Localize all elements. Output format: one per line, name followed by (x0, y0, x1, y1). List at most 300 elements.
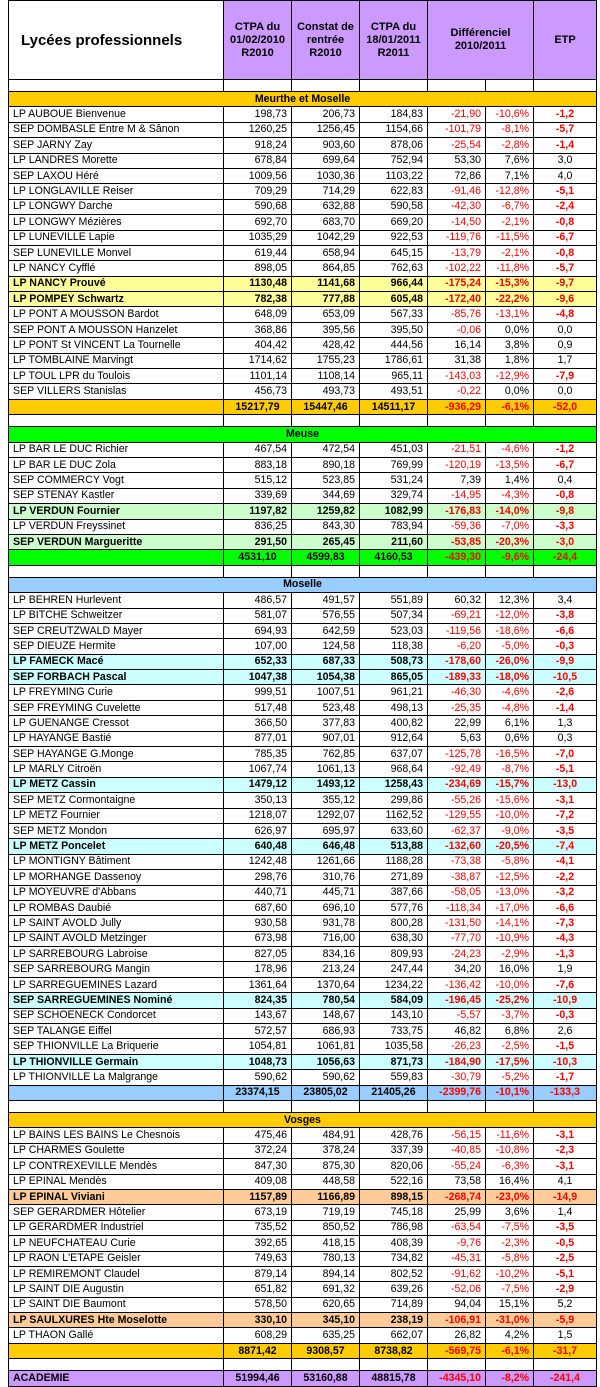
total-constat-rentree-value: 9308,57 (292, 1343, 360, 1358)
ctpa-2011-value: 1258,43 (360, 777, 428, 792)
constat-rentree-value: 1261,66 (292, 854, 360, 869)
ctpa-2010-value: 640,48 (224, 839, 292, 854)
school-name: SEP DIEUZE Hermite (9, 639, 224, 654)
constat-rentree-value: 124,58 (292, 639, 360, 654)
school-name: LP LONGWY Mézières (9, 215, 224, 230)
difference-value: -21,51 (428, 442, 486, 457)
difference-percent: 16,0% (486, 962, 534, 977)
difference-value: -42,30 (428, 199, 486, 214)
difference-percent: -2,1% (486, 245, 534, 260)
difference-value: -30,79 (428, 1070, 486, 1085)
ctpa-2010-value: 930,58 (224, 916, 292, 931)
etp-value: -0,8 (534, 245, 597, 260)
table-row (9, 1054, 597, 1069)
etp-value: 1,9 (534, 962, 597, 977)
table-row (9, 900, 597, 915)
ctpa-2011-value: 1786,61 (360, 353, 428, 368)
ctpa-2010-value: 590,68 (224, 199, 292, 214)
difference-percent: -5,8% (486, 854, 534, 869)
difference-value: -91,46 (428, 184, 486, 199)
difference-value: -6,20 (428, 639, 486, 654)
school-name: LP LONGLAVILLE Reiser (9, 184, 224, 199)
etp-value: 2,6 (534, 1024, 597, 1039)
table-title: Lycées professionnels (9, 1, 224, 80)
department-total-row (9, 1085, 597, 1100)
total-ctpa-2011-value: 4160,53 (360, 550, 428, 565)
constat-rentree-value: 699,64 (292, 153, 360, 168)
ctpa-2011-value: 584,09 (360, 993, 428, 1008)
table-row (9, 384, 597, 399)
table-row (9, 168, 597, 183)
ctpa-2011-value: 498,13 (360, 700, 428, 715)
constat-rentree-value: 1061,13 (292, 762, 360, 777)
ctpa-2010-value: 1035,29 (224, 230, 292, 245)
difference-percent: -14,0% (486, 504, 534, 519)
constat-rentree-value: 653,09 (292, 307, 360, 322)
school-name: LP NANCY Cyfflé (9, 261, 224, 276)
ctpa-2011-value: 1103,22 (360, 168, 428, 183)
difference-value: -55,26 (428, 793, 486, 808)
difference-percent: -22,2% (486, 292, 534, 307)
ctpa-2011-value: 567,33 (360, 307, 428, 322)
department-header-meuse (9, 427, 597, 442)
difference-value: -69,21 (428, 608, 486, 623)
ctpa-2010-value: 1054,81 (224, 1039, 292, 1054)
department-name: Vosges (9, 1113, 597, 1128)
ctpa-2011-value: 444,56 (360, 338, 428, 353)
ctpa-2010-value: 486,57 (224, 593, 292, 608)
constat-rentree-value: 1108,14 (292, 369, 360, 384)
ctpa-2010-value: 847,30 (224, 1159, 292, 1174)
difference-percent: -2,3% (486, 1236, 534, 1251)
difference-percent: -5,8% (486, 1251, 534, 1266)
difference-value: 34,20 (428, 962, 486, 977)
ctpa-2011-value: 493,51 (360, 384, 428, 399)
etp-value: -5,1 (534, 184, 597, 199)
difference-percent: -2,8% (486, 138, 534, 153)
school-name: SEP METZ Cormontaigne (9, 793, 224, 808)
difference-percent: 1,8% (486, 353, 534, 368)
constat-rentree-value: 1030,36 (292, 168, 360, 183)
constat-rentree-value: 1061,81 (292, 1039, 360, 1054)
ctpa-2011-value: 590,58 (360, 199, 428, 214)
difference-value: -52,06 (428, 1282, 486, 1297)
table-row (9, 993, 597, 1008)
etp-value: -4,3 (534, 931, 597, 946)
school-name: LP POMPEY Schwartz (9, 292, 224, 307)
table-row (9, 261, 597, 276)
etp-value: -7,0 (534, 747, 597, 762)
table-row (9, 700, 597, 715)
table-row (9, 854, 597, 869)
ctpa-2010-value: 178,96 (224, 962, 292, 977)
etp-value: -7,9 (534, 369, 597, 384)
table-row (9, 731, 597, 746)
ctpa-2010-value: 883,18 (224, 457, 292, 472)
etp-value: -6,6 (534, 623, 597, 638)
etp-value: -10,9 (534, 993, 597, 1008)
constat-rentree-value: 310,76 (292, 870, 360, 885)
constat-rentree-value: 1292,07 (292, 808, 360, 823)
difference-percent: -11,5% (486, 230, 534, 245)
department-name: Meuse (9, 427, 597, 442)
ctpa-2010-value: 836,25 (224, 519, 292, 534)
constat-rentree-value: 418,15 (292, 1236, 360, 1251)
table-row (9, 519, 597, 534)
ctpa-2010-value: 918,24 (224, 138, 292, 153)
ctpa-2011-value: 965,11 (360, 369, 428, 384)
school-name: SEP LUNEVILLE Monvel (9, 245, 224, 260)
ctpa-2011-value: 820,06 (360, 1159, 428, 1174)
etp-value: -10,5 (534, 670, 597, 685)
school-name: LP SAINT AVOLD Metzinger (9, 931, 224, 946)
difference-percent: -8,7% (486, 762, 534, 777)
total-etp-value: -24,4 (534, 550, 597, 565)
total-difference-value: -569,75 (428, 1343, 486, 1358)
spacer-row (9, 565, 597, 577)
difference-percent: -12,8% (486, 184, 534, 199)
school-name: LP MONTIGNY Bâtiment (9, 854, 224, 869)
table-row (9, 931, 597, 946)
school-name: LP MARLY Citroën (9, 762, 224, 777)
total-difference-value: -936,29 (428, 399, 486, 414)
ctpa-2011-value: 734,82 (360, 1251, 428, 1266)
table-row (9, 885, 597, 900)
school-name: LP VERDUN Freyssinet (9, 519, 224, 534)
difference-percent: -15,3% (486, 276, 534, 291)
difference-value: -73,38 (428, 854, 486, 869)
difference-percent: -4,8% (486, 700, 534, 715)
difference-percent: -17,0% (486, 900, 534, 915)
ctpa-2010-value: 350,13 (224, 793, 292, 808)
school-name: LP LUNEVILLE Lapie (9, 230, 224, 245)
difference-value: -101,79 (428, 122, 486, 137)
ctpa-2010-value: 879,14 (224, 1266, 292, 1281)
difference-percent: -26,0% (486, 654, 534, 669)
difference-percent: -6,7% (486, 199, 534, 214)
ctpa-2011-value: 605,48 (360, 292, 428, 307)
ctpa-2010-value: 749,63 (224, 1251, 292, 1266)
etp-value: -9,7 (534, 276, 597, 291)
ctpa-2010-value: 581,07 (224, 608, 292, 623)
school-name: LP FREYMING Curie (9, 685, 224, 700)
department-header-meurthe (9, 92, 597, 107)
difference-percent: -11,6% (486, 1128, 534, 1143)
difference-percent: 6,1% (486, 716, 534, 731)
constat-rentree-value: 355,12 (292, 793, 360, 808)
school-name: LP LONGWY Darche (9, 199, 224, 214)
etp-value: -0,3 (534, 1008, 597, 1023)
difference-percent: -2,5% (486, 1039, 534, 1054)
etp-value: -7,6 (534, 977, 597, 992)
difference-value: -24,23 (428, 947, 486, 962)
constat-rentree-value: 716,00 (292, 931, 360, 946)
etp-value: -5,9 (534, 1313, 597, 1328)
table-row (9, 1143, 597, 1158)
table-row (9, 1266, 597, 1281)
difference-percent: 6,8% (486, 1024, 534, 1039)
table-row (9, 307, 597, 322)
etp-value: -3,2 (534, 885, 597, 900)
difference-value: 94,04 (428, 1297, 486, 1312)
ctpa-2010-value: 330,10 (224, 1313, 292, 1328)
difference-percent: -3,7% (486, 1008, 534, 1023)
total-difference-percent: -6,1% (486, 399, 534, 414)
difference-percent: -25,2% (486, 993, 534, 1008)
table-row (9, 245, 597, 260)
difference-percent: -20,5% (486, 839, 534, 854)
etp-value: -5,7 (534, 122, 597, 137)
school-name: LP TOUL LPR du Toulois (9, 369, 224, 384)
difference-percent: -17,5% (486, 1054, 534, 1069)
total-label (9, 550, 224, 565)
table-row (9, 1282, 597, 1297)
ctpa-2011-value: 637,07 (360, 747, 428, 762)
ctpa-2010-value: 877,01 (224, 731, 292, 746)
ctpa-2011-value: 878,06 (360, 138, 428, 153)
etp-value: -3,1 (534, 793, 597, 808)
ctpa-2010-value: 898,05 (224, 261, 292, 276)
school-name: LP SAULXURES Hte Moselotte (9, 1313, 224, 1328)
ctpa-2010-value: 590,62 (224, 1070, 292, 1085)
school-name: LP SAINT DIE Augustin (9, 1282, 224, 1297)
etp-value: 0,4 (534, 473, 597, 488)
school-name: SEP STENAY Kastler (9, 488, 224, 503)
constat-rentree-value: 576,55 (292, 608, 360, 623)
academie-etp-value: -241,4 (534, 1371, 597, 1386)
ctpa-2010-value: 1130,48 (224, 276, 292, 291)
ctpa-2011-value: 184,83 (360, 107, 428, 122)
constat-rentree-value: 378,24 (292, 1143, 360, 1158)
difference-value: -120,19 (428, 457, 486, 472)
ctpa-2010-value: 515,12 (224, 473, 292, 488)
school-name: LP THAON Gallé (9, 1328, 224, 1343)
constat-rentree-value: 931,78 (292, 916, 360, 931)
difference-value: -119,76 (428, 230, 486, 245)
difference-percent: 16,4% (486, 1174, 534, 1189)
etp-value: -3,1 (534, 1128, 597, 1143)
difference-value: -56,15 (428, 1128, 486, 1143)
constat-rentree-value: 687,33 (292, 654, 360, 669)
total-difference-percent: -9,6% (486, 550, 534, 565)
table-row (9, 1008, 597, 1023)
difference-value: -55,24 (428, 1159, 486, 1174)
difference-percent: -2,9% (486, 947, 534, 962)
constat-rentree-value: 491,57 (292, 593, 360, 608)
total-etp-value: -52,0 (534, 399, 597, 414)
difference-value: -40,85 (428, 1143, 486, 1158)
etp-value: -6,7 (534, 230, 597, 245)
difference-value: -63,54 (428, 1220, 486, 1235)
difference-value: -0,22 (428, 384, 486, 399)
ctpa-2011-value: 783,94 (360, 519, 428, 534)
ctpa-2011-value: 871,73 (360, 1054, 428, 1069)
header-ctpa-2011: CTPA du 18/01/2011 R2011 (360, 1, 428, 80)
constat-rentree-value: 345,10 (292, 1313, 360, 1328)
difference-percent: -18,6% (486, 623, 534, 638)
department-total-row (9, 1343, 597, 1358)
ctpa-2010-value: 678,84 (224, 153, 292, 168)
constat-rentree-value: 523,48 (292, 700, 360, 715)
difference-value: -25,54 (428, 138, 486, 153)
difference-value: 73,58 (428, 1174, 486, 1189)
difference-value: 25,99 (428, 1205, 486, 1220)
department-header-vosges (9, 1113, 597, 1128)
ctpa-2011-value: 1188,28 (360, 854, 428, 869)
difference-percent: -10,0% (486, 977, 534, 992)
total-ctpa-2011-value: 8738,82 (360, 1343, 428, 1358)
constat-rentree-value: 395,56 (292, 322, 360, 337)
etp-value: -7,2 (534, 808, 597, 823)
school-name: SEP THIONVILLE La Briquerie (9, 1039, 224, 1054)
ctpa-2011-value: 898,15 (360, 1189, 428, 1204)
table-row (9, 762, 597, 777)
ctpa-2010-value: 368,86 (224, 322, 292, 337)
difference-value: -9,76 (428, 1236, 486, 1251)
department-header-moselle (9, 577, 597, 592)
table-row (9, 1174, 597, 1189)
ctpa-2010-value: 1260,25 (224, 122, 292, 137)
difference-value: -45,31 (428, 1251, 486, 1266)
difference-percent: -8,1% (486, 122, 534, 137)
ctpa-2011-value: 669,20 (360, 215, 428, 230)
table-row (9, 1024, 597, 1039)
constat-rentree-value: 683,70 (292, 215, 360, 230)
etp-value: -7,3 (534, 916, 597, 931)
etp-value: -2,6 (534, 685, 597, 700)
school-name: LP CONTREXEVILLE Mendès (9, 1159, 224, 1174)
ctpa-2010-value: 366,50 (224, 716, 292, 731)
ctpa-2010-value: 1218,07 (224, 808, 292, 823)
constat-rentree-value: 691,32 (292, 1282, 360, 1297)
etp-value: 4,0 (534, 168, 597, 183)
constat-rentree-value: 493,73 (292, 384, 360, 399)
difference-value: -136,42 (428, 977, 486, 992)
ctpa-2011-value: 1082,99 (360, 504, 428, 519)
table-row (9, 777, 597, 792)
difference-percent: 15,1% (486, 1297, 534, 1312)
difference-value: -85,76 (428, 307, 486, 322)
academie-total-row (9, 1371, 597, 1386)
ctpa-2011-value: 645,15 (360, 245, 428, 260)
ctpa-2011-value: 271,89 (360, 870, 428, 885)
difference-percent: -10,6% (486, 107, 534, 122)
constat-rentree-value: 658,94 (292, 245, 360, 260)
header-row (9, 1, 597, 80)
ctpa-2010-value: 687,60 (224, 900, 292, 915)
ctpa-2010-value: 652,33 (224, 654, 292, 669)
academie-constat-rentree-value: 53160,88 (292, 1371, 360, 1386)
table-row (9, 1070, 597, 1085)
etp-value: -5,1 (534, 1266, 597, 1281)
constat-rentree-value: 1259,82 (292, 504, 360, 519)
ctpa-2011-value: 513,88 (360, 839, 428, 854)
etp-value: -5,7 (534, 261, 597, 276)
constat-rentree-value: 780,13 (292, 1251, 360, 1266)
table-row (9, 276, 597, 291)
etp-value: 4,1 (534, 1174, 597, 1189)
constat-rentree-value: 472,54 (292, 442, 360, 457)
school-name: LP FAMECK Macé (9, 654, 224, 669)
school-name: LP VERDUN Fournier (9, 504, 224, 519)
school-name: LP BAR LE DUC Zola (9, 457, 224, 472)
etp-value: 3,4 (534, 593, 597, 608)
ctpa-2010-value: 673,98 (224, 931, 292, 946)
ctpa-2011-value: 622,83 (360, 184, 428, 199)
constat-rentree-value: 523,85 (292, 473, 360, 488)
ctpa-2010-value: 1101,14 (224, 369, 292, 384)
constat-rentree-value: 696,10 (292, 900, 360, 915)
etp-value: -3,3 (534, 519, 597, 534)
ctpa-2011-value: 508,73 (360, 654, 428, 669)
ctpa-2011-value: 633,60 (360, 823, 428, 838)
constat-rentree-value: 1493,12 (292, 777, 360, 792)
etp-value: -3,1 (534, 1159, 597, 1174)
constat-rentree-value: 344,69 (292, 488, 360, 503)
school-name: SEP VERDUN Margueritte (9, 534, 224, 549)
constat-rentree-value: 1054,38 (292, 670, 360, 685)
difference-percent: -6,3% (486, 1159, 534, 1174)
ctpa-2011-value: 395,50 (360, 322, 428, 337)
school-name: LP BAR LE DUC Richier (9, 442, 224, 457)
ctpa-2011-value: 329,74 (360, 488, 428, 503)
school-name: SEP METZ Mondon (9, 823, 224, 838)
difference-value: -14,50 (428, 215, 486, 230)
ctpa-2011-value: 118,38 (360, 639, 428, 654)
ctpa-2010-value: 291,50 (224, 534, 292, 549)
total-ctpa-2011-value: 14511,17 (360, 399, 428, 414)
table-row (9, 685, 597, 700)
department-name: Moselle (9, 577, 597, 592)
department-total-row (9, 399, 597, 414)
ctpa-2010-value: 1009,56 (224, 168, 292, 183)
difference-percent: 3,6% (486, 1205, 534, 1220)
table-row (9, 442, 597, 457)
ctpa-2010-value: 626,97 (224, 823, 292, 838)
table-row (9, 122, 597, 137)
school-name: LP METZ Fournier (9, 808, 224, 823)
difference-percent: 7,1% (486, 168, 534, 183)
difference-percent: -10,9% (486, 931, 534, 946)
etp-value: 1,5 (534, 1328, 597, 1343)
difference-value: 60,32 (428, 593, 486, 608)
school-name: LP PONT St VINCENT La Tournelle (9, 338, 224, 353)
school-name: LP HAYANGE Bastié (9, 731, 224, 746)
difference-value: -189,33 (428, 670, 486, 685)
constat-rentree-value: 590,62 (292, 1070, 360, 1085)
etp-value: 1,7 (534, 353, 597, 368)
difference-percent: 0,6% (486, 731, 534, 746)
difference-value: -102,22 (428, 261, 486, 276)
spacer-row (9, 1101, 597, 1113)
ctpa-2010-value: 392,65 (224, 1236, 292, 1251)
table-row (9, 473, 597, 488)
difference-percent: -5,2% (486, 1070, 534, 1085)
etp-value: -7,4 (534, 839, 597, 854)
difference-value: -196,45 (428, 993, 486, 1008)
total-ctpa-2010-value: 15217,79 (224, 399, 292, 414)
ctpa-2011-value: 961,21 (360, 685, 428, 700)
ctpa-2010-value: 1242,48 (224, 854, 292, 869)
difference-value: -106,91 (428, 1313, 486, 1328)
table-row (9, 1128, 597, 1143)
ctpa-2011-value: 211,60 (360, 534, 428, 549)
header-constat-rentree: Constat de rentrée R2010 (292, 1, 360, 80)
difference-value: -175,24 (428, 276, 486, 291)
difference-value: -26,23 (428, 1039, 486, 1054)
spacer-row (9, 415, 597, 427)
difference-percent: -12,0% (486, 608, 534, 623)
